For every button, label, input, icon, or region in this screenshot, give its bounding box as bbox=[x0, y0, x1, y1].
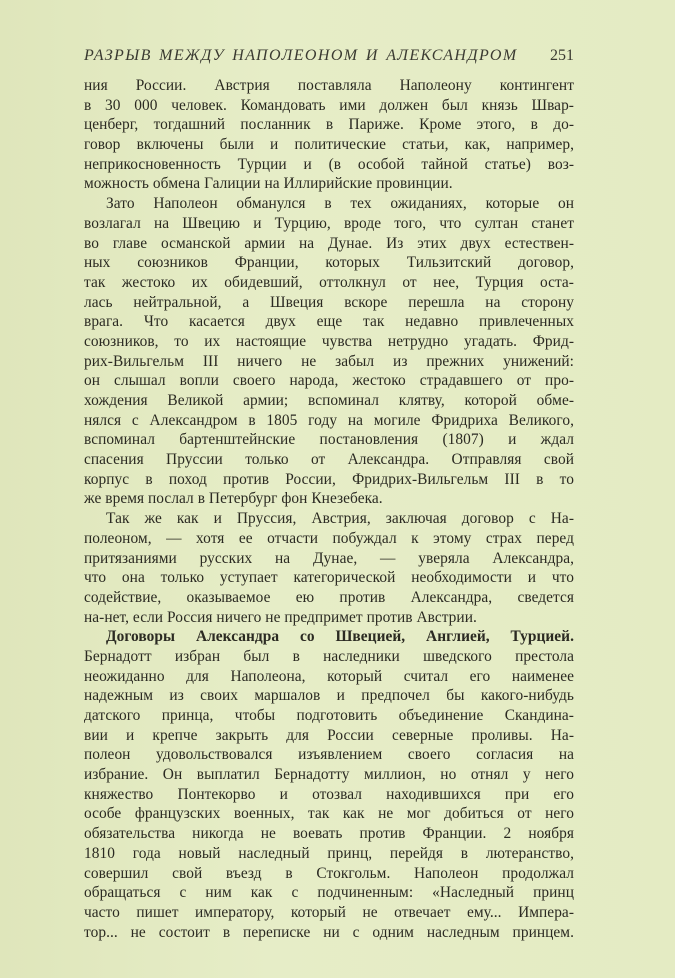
text-line: Бернадотт избран был в наследники шведского престола bbox=[84, 647, 574, 665]
text-line: неожиданно для Наполеона, который считал его наименее bbox=[84, 667, 574, 685]
paragraph-first-line: Зато Наполеон обманулся в тех ожиданиях, которые он bbox=[106, 195, 574, 213]
text-line: ния России. Австрия поставляла Наполеону контингент bbox=[84, 77, 574, 94]
body-text bbox=[84, 76, 574, 942]
text-line: лась нейтральной, а Швеция вскоре перешла на сторону bbox=[84, 293, 574, 311]
text-line: совершил свой въезд в Стокгольм. Наполеон продолжал bbox=[84, 864, 574, 882]
text-line: полеон удовольствовался изъявлением своего согласия на bbox=[84, 746, 574, 764]
running-title: РАЗРЫВ МЕЖДУ НАПОЛЕОНОМ И АЛЕКСАНДРОМ bbox=[84, 47, 518, 64]
text-line: врага. Что касается двух еще так недавно привлеченных bbox=[84, 313, 574, 331]
text-line: на-нет, если Россия ничего не предпримет против Австрии. bbox=[84, 608, 477, 626]
text-line: во главе османской армии на Дунае. Из этих двух естествен- bbox=[84, 234, 574, 252]
text-line: неприкосновенность Турции и (в особой тайной статье) воз- bbox=[84, 155, 574, 173]
text-line: ных союзников Франции, которых Тильзитский договор, bbox=[84, 254, 574, 272]
text-line: датского принца, чтобы подготовить объединение Скандина- bbox=[84, 707, 574, 724]
text-line: обращаться с ним как с подчиненным: «Наследный принц bbox=[84, 884, 574, 902]
page-number: 251 bbox=[550, 47, 574, 64]
text-line: в 30 000 человек. Командовать ими должен был князь Швар- bbox=[84, 96, 574, 114]
text-line: корпус в поход против России, Фридрих-Вильгельм III в то bbox=[84, 470, 574, 488]
paragraph-first-line: Так же как и Пруссия, Австрия, заключая договор с На- bbox=[106, 510, 574, 528]
text-line: обязательства никогда не воевать против Франции. 2 ноября bbox=[84, 825, 574, 843]
text-line: рих-Вильгельм III ничего не забыл из прежних унижений: bbox=[84, 352, 574, 370]
text-line: особе французских военных, так как не мог добиться от него bbox=[84, 805, 574, 823]
text-line: союзников, то их настоящие чувства нетрудно угадать. Фрид- bbox=[84, 332, 574, 350]
text-line: можность обмена Галиции на Иллирийские провинции. bbox=[84, 175, 453, 193]
text-line: говор включены были и политические статьи, как, например, bbox=[84, 136, 574, 154]
text-line: хождения Великой армии; вспоминал клятву, которой обме- bbox=[84, 392, 574, 409]
text-line: что она только уступает категорической необходимости и что bbox=[84, 569, 574, 587]
text-line: возлагал на Швецию и Турцию, вроде того, что султан станет bbox=[84, 214, 574, 232]
page-header bbox=[84, 47, 574, 71]
text-line: полеоном, — хотя ее отчасти побуждал к этому страх перед bbox=[84, 529, 574, 547]
text-line: ценберг, тогдашний посланник в Париже. Кроме этого, в до- bbox=[84, 116, 574, 134]
text-line: тор... не состоит в переписке ни с одним наследным принцем. bbox=[84, 923, 574, 941]
text-line: содействие, оказываемое ею против Александра, сведется bbox=[84, 588, 574, 606]
text-line: часто пишет императору, который не отвечает ему... Импера- bbox=[84, 903, 574, 921]
text-line: спасения Пруссии только от Александра. Отправляя свой bbox=[84, 451, 574, 469]
text-line: нялся с Александром в 1805 году на могиле Фридриха Великого, bbox=[84, 411, 574, 429]
text-line: избрание. Он выплатил Бернадотту миллион, но отнял у него bbox=[84, 766, 574, 784]
text-line: так жестоко их обидевший, оттолкнул от нее, Турция оста- bbox=[84, 273, 574, 291]
text-line: 1810 года новый наследный принц, перейдя в лютеранство, bbox=[84, 844, 574, 862]
text-line: надежным из своих маршалов и предпочел бы какого-нибудь bbox=[84, 687, 574, 705]
text-line: вспоминал бартенштейнские постановления (1807) и ждал bbox=[84, 431, 574, 449]
section-heading: Договоры Александра со Швецией, Англией, Турцией. bbox=[106, 628, 574, 646]
text-line: же время послал в Петербург фон Кнезебека. bbox=[84, 490, 383, 508]
text-line: вии и крепче закрыть для России северные проливы. На- bbox=[84, 726, 574, 744]
text-line: он слышал вопли своего народа, жестоко страдавшего от про- bbox=[84, 372, 574, 390]
text-line: притязаниями русских на Дунае, — уверяла Александра, bbox=[84, 549, 574, 567]
text-line: княжество Понтекорво и отозвал находившихся при его bbox=[84, 785, 574, 803]
